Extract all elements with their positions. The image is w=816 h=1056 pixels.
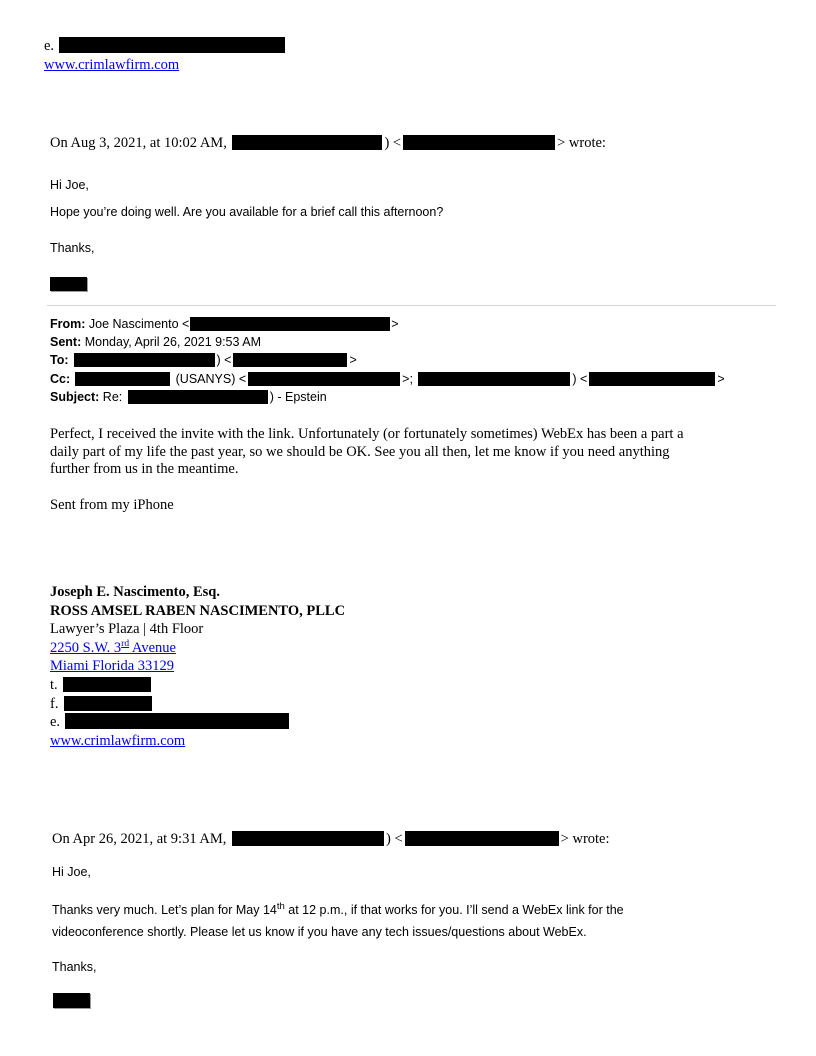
closing-text: Thanks, [50,241,95,255]
cc-label: Cc: [50,371,71,386]
quote-suffix: > wrote: [557,135,606,151]
greeting-text: Hi Joe, [52,865,91,879]
redaction-bar [190,317,390,331]
cc-suffix: > [717,371,725,386]
reply-body-line: further from us in the meantime. [50,461,239,477]
fax-label: f. [50,695,59,712]
street-prefix: 2250 S.W. 3 [50,639,122,656]
street-address-link[interactable] [50,640,176,656]
cc-semi: >; [402,371,417,386]
redaction-bar [403,135,555,150]
signature-email-line [44,37,287,56]
phone-label: t. [50,676,58,693]
signature-block [50,583,345,750]
body-line: videoconference shortly. Please let us know if you have any tech issues/questions about WebEx. [52,924,587,939]
quote-between: ) < [386,831,403,847]
reply-body [50,426,684,479]
from-suffix: > [391,317,399,331]
redaction-bar [589,372,715,386]
sent-from-iphone: Sent from my iPhone [50,497,174,513]
redaction-bar [233,353,347,367]
body-line [52,900,624,922]
body-line-suffix: at 12 p.m., if that works for you. I’ll send a WebEx link for the [284,903,624,917]
redaction-signature [53,993,90,1008]
message-divider [47,305,776,306]
header-sent-line [50,333,725,351]
redaction-bar [248,372,400,386]
signature-address: Lawyer’s Plaza | 4th Floor [50,621,204,638]
body-text: Hope you’re doing well. Are you available for a brief call this afternoon? [50,205,444,219]
email-label: e. [44,38,55,54]
reply-body-line: daily part of my life the past year, so we should be OK. See you all then, let me know if you need anything [50,443,670,460]
to-suffix: > [349,353,357,368]
sent-label: Sent: [50,335,82,350]
phone-line [50,676,345,695]
city-link[interactable]: Miami Florida 33129 [50,658,175,675]
quoted-header-apr26 [52,830,610,849]
street-suffix: Avenue [129,639,176,656]
email-line [50,713,345,732]
header-to-line [50,351,725,369]
subject-suffix: ) - Epstein [269,389,327,404]
sent-value: Monday, April 26, 2021 9:53 AM [81,335,261,350]
redaction-bar [74,353,215,367]
redaction-bar [75,372,170,386]
body-line-prefix: Thanks very much. Let’s plan for May 14 [52,903,277,917]
from-label: From: [50,317,86,331]
redaction-signature [50,277,87,291]
quote-intro: On Apr 26, 2021, at 9:31 AM, [52,831,231,847]
from-value: Joe Nascimento < [85,317,190,331]
website-link[interactable]: www.crimlawfirm.com [50,732,186,749]
redaction-bar [128,390,268,404]
subject-label: Subject: [50,389,100,404]
cc-between: ) < [572,371,588,386]
header-from-line [50,315,725,333]
street-ordinal: rd [121,638,130,649]
redaction-bar [405,831,559,846]
header-subject-line [50,388,725,406]
redaction-bar [65,713,289,729]
redaction-bar [232,135,382,150]
redaction-bar [64,696,152,711]
quote-intro: On Aug 3, 2021, at 10:02 AM, [50,135,231,151]
cc-usanys: (USANYS) < [172,371,247,386]
website-link[interactable]: www.crimlawfirm.com [44,57,180,73]
apr26-body [52,900,624,943]
reply-body-line: Perfect, I received the invite with the link. Unfortunately (or fortunately sometimes) WebEx has been a part a [50,426,684,442]
redaction-bar [59,37,285,53]
to-label: To: [50,353,69,368]
redaction-bar [63,677,151,692]
greeting-text: Hi Joe, [50,178,89,192]
top-signature-block [44,37,287,75]
to-between: ) < [216,353,232,368]
redaction-bar [232,831,384,846]
closing-text: Thanks, [52,960,97,974]
email-label: e. [50,714,61,731]
quote-between: ) < [384,135,402,151]
signature-firm: ROSS AMSEL RABEN NASCIMENTO, PLLC [50,602,346,619]
header-cc-line [50,370,725,388]
fax-line [50,695,345,714]
redaction-bar [418,372,570,386]
quote-suffix: > wrote: [560,831,610,847]
quoted-header-aug3 [50,134,606,153]
email-header-block [50,315,725,406]
signature-name: Joseph E. Nascimento, Esq. [50,584,220,600]
subject-prefix: Re: [99,389,126,404]
date-ordinal: th [276,900,285,912]
